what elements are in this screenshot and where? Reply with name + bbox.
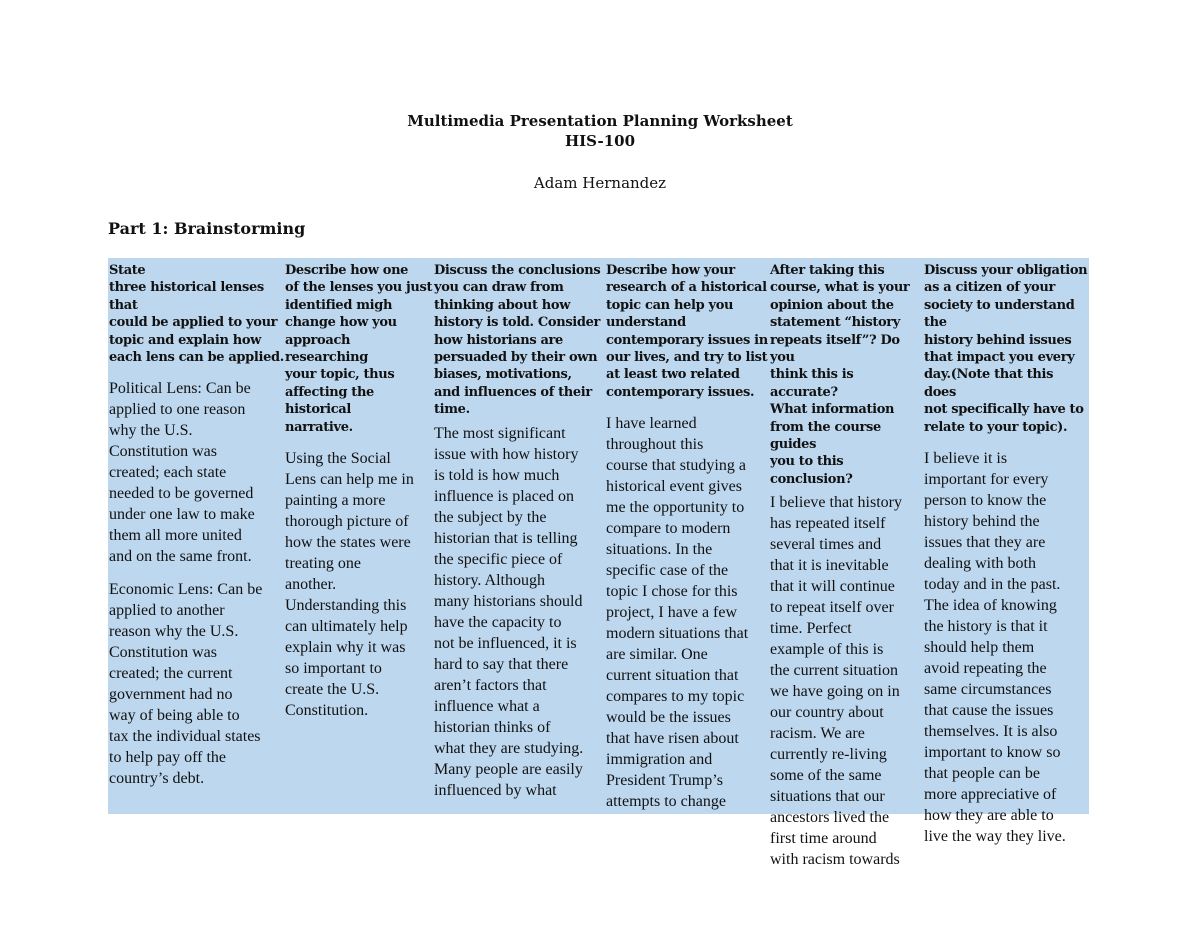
column-body-paragraph: The most significant issue with how history is told is how much influence is placed on the subject by the historian that is telling the specific piece of history. Although many historians should have the capacity to not be influenced, it is hard to say that there aren’t factors that influence what a historian thinks of what they are studying. Many people are easily influenced by what [434,424,584,799]
table-column-contemporary [606,262,770,814]
brainstorming-table [108,258,1089,869]
table-column-obligation [924,262,1089,846]
column-body-paragraph: I have learned throughout this course that studying a historical event gives me the opportunity to compare to modern situations. In the specific case of the topic I chose for this project, I have a few modern situations that are similar. One current situation that compares to my topic would be the issues that have risen about immigration and President Trump’s attempts to change [606,415,749,811]
course-code: HIS-100 [564,132,636,150]
author-name: Adam Hernandez [533,174,667,192]
table-column-approach [285,262,433,814]
column-header: Describe how one of the lenses you just identified migh change how you approach researching your topic, thus affecting the historical narrative. [285,263,433,435]
column-body-paragraph: Using the Social Lens can help me in painting a more thorough picture of how the states were treating one another. Understanding this can ultimately help explain why it was so important to create the U.S. Constitution. [285,450,414,720]
column-header: Describe how your research of a historical topic can help you understand contemporary issues in our lives, and try to list at least two related contemporary issues. [606,263,768,400]
column-body-paragraph: Economic Lens: Can be applied to another reason why the U.S. Constitution was created; the current government had no way of being able to tax the individual states to help pay off the country’s debt. [109,581,263,788]
column-body-paragraph: Political Lens: Can be applied to one reason why the U.S. Constitution was created; each state needed to be governed under one law to make them all more united and on the same front. [109,380,255,566]
table-column-conclusions [434,262,606,814]
worksheet-title-block [0,111,1200,151]
column-body-paragraph: I believe that history has repeated itself several times and that it is inevitable that it will continue to repeat itself over time. Perfect example of this is the current situation we have going on in our country about racism. We are currently re-living some of the same situations that our ancestors lived the first time around with racism towards [770,494,902,869]
part-heading: Part 1: Brainstorming [108,219,306,238]
column-header: Discuss the conclusions you can draw from thinking about how history is told. Consider how historians are persuaded by their own biases, motivations, and influences of their time. [434,263,601,418]
worksheet-title: Multimedia Presentation Planning Worksheet [407,112,793,130]
column-header: After taking this course, what is your opinion about the statement “history repeats itself”? Do you think this is accurate? What information from the course guides you to this conclusion? [770,263,910,487]
column-header: Discuss your obligation as a citizen of your society to understand the history behind issues that impact you every day.(Note that this does not specifically have to relate to your topic). [924,263,1088,435]
table-column-lenses [109,262,285,814]
column-body-paragraph: I believe it is important for every person to know the history behind the issues that they are dealing with both today and in the past. The idea of knowing the history is that it should help them avoid repeating the same circumstances that cause the issues themselves. It is also important to know so that people can be more appreciative of how they are able to live the way they live. [924,450,1066,846]
table-column-history-repeats [770,262,924,869]
column-header: State three historical lenses that could be applied to your topic and explain how each lens can be applied. [109,263,284,366]
